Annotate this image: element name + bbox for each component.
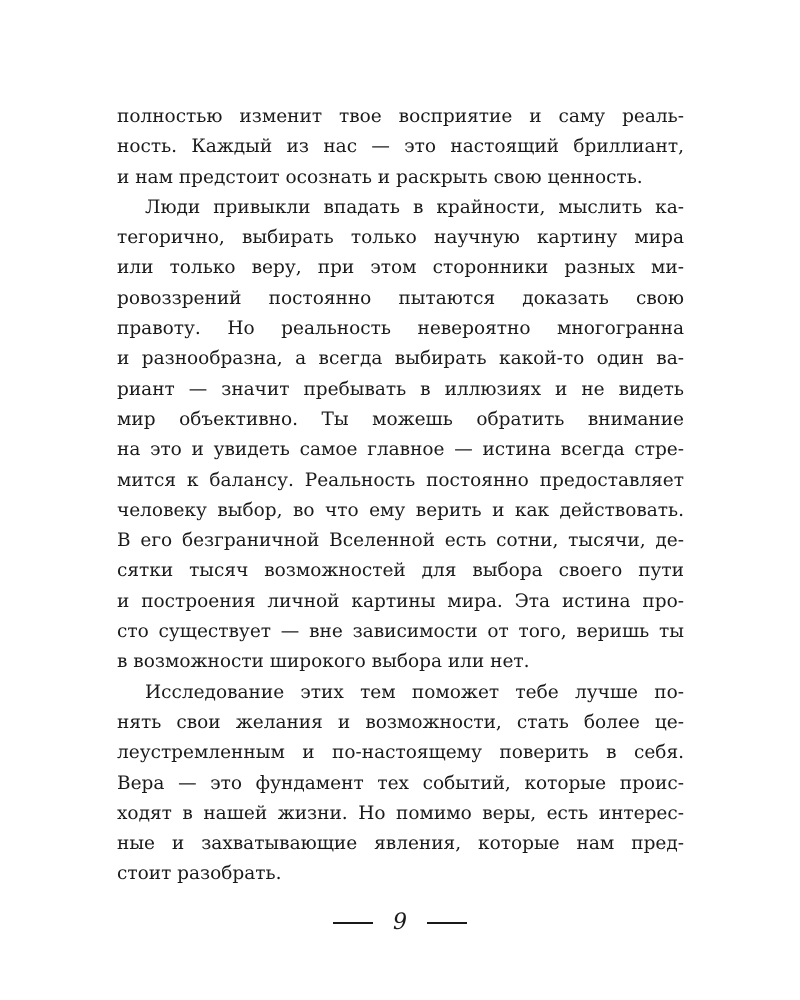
page-footer <box>0 906 800 940</box>
text-line: и нам предстоит осознать и раскрыть свою ценность. <box>117 166 643 188</box>
text-line: мится к балансу. Реальность постоянно предоставляет <box>117 469 684 491</box>
text-line: ные и захватывающие явления, которые нам пред- <box>117 833 684 855</box>
text-line: правоту. Но реальность невероятно многогранна <box>117 318 684 340</box>
text-line: Вера — это фундамент тех событий, которые проис- <box>117 772 684 794</box>
text-line: нять свои желания и возможности, стать более це- <box>117 711 684 733</box>
text-line: ность. Каждый из нас — это настоящий бриллиант, <box>117 136 684 158</box>
text-line: ровоззрений постоянно пытаются доказать свою <box>117 287 684 309</box>
text-line: и разнообразна, а всегда выбирать какой-то один ва- <box>117 348 684 370</box>
footer-rule-right <box>427 922 467 924</box>
text-line: на это и увидеть самое главное — истина всегда стре- <box>117 439 684 461</box>
text-line: сто существует — вне зависимости от того, веришь ты <box>117 621 684 643</box>
text-line: В его безграничной Вселенной есть сотни, тысячи, де- <box>117 530 684 552</box>
text-line: риант — значит пребывать в иллюзиях и не видеть <box>117 378 684 400</box>
text-line: мир объективно. Ты можешь обратить внимание <box>117 408 684 430</box>
text-line: Исследование этих тем поможет тебе лучше по- <box>145 681 684 703</box>
text-line: полностью изменит твое восприятие и саму реаль- <box>117 106 684 127</box>
text-line: сятки тысяч возможностей для выбора своего пути <box>117 560 684 582</box>
text-line: Люди привыкли впадать в крайности, мыслить ка- <box>145 196 684 218</box>
text-line: и построения личной картины мира. Эта истина про- <box>117 590 684 612</box>
text-line: в возможности широкого выбора или нет. <box>117 651 530 673</box>
body-text <box>117 102 684 890</box>
text-line: ходят в нашей жизни. Но помимо веры, есть интерес- <box>117 802 684 824</box>
text-line: тегорично, выбирать только научную картину мира <box>117 227 684 249</box>
text-line: человеку выбор, во что ему верить и как действовать. <box>117 499 684 521</box>
text-line: леустремленным и по-настоящему поверить в себя. <box>117 742 684 764</box>
text-line: стоит разобрать. <box>117 863 282 885</box>
paragraph <box>117 193 684 678</box>
page-number: 9 <box>393 910 407 935</box>
paragraph <box>117 678 684 890</box>
paragraph <box>117 102 684 193</box>
text-line: или только веру, при этом сторонники разных ми- <box>117 257 684 279</box>
footer-rule-left <box>333 922 373 924</box>
